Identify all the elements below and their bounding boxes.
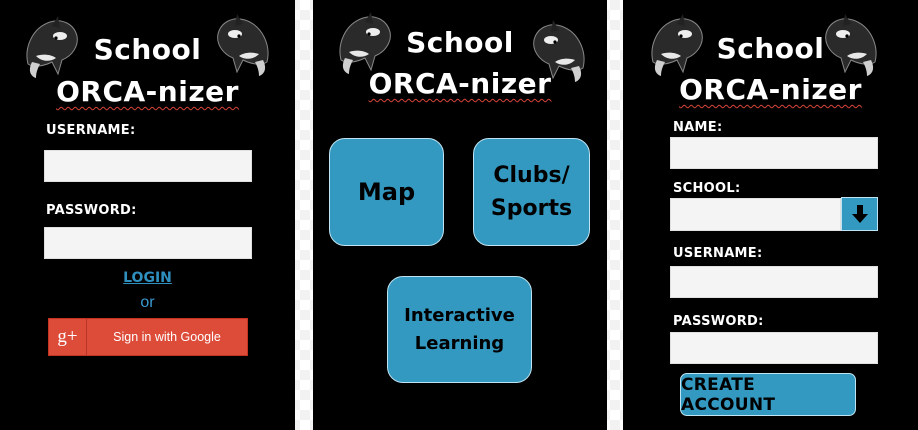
password-input[interactable] — [44, 227, 252, 259]
google-sign-in-label: Sign in with Google — [113, 330, 221, 344]
school-select[interactable] — [670, 198, 841, 231]
menu-screen — [313, 0, 607, 430]
username-input[interactable] — [44, 150, 252, 182]
signup-password-label: PASSWORD: — [673, 314, 764, 329]
signup-password-input[interactable] — [670, 332, 878, 364]
google-sign-in-button[interactable] — [48, 318, 248, 356]
login-screen — [0, 0, 295, 430]
create-account-button[interactable]: CREATE ACCOUNT — [680, 373, 856, 416]
clubs-tile-label-line2: Sports — [490, 196, 573, 221]
school-dropdown-button[interactable] — [841, 197, 878, 231]
or-separator: or — [140, 294, 155, 311]
signup-username-input[interactable] — [670, 266, 878, 298]
name-label: NAME: — [673, 120, 723, 135]
learning-tile-label-line2: Learning — [414, 332, 505, 354]
app-title-line2: ORCA-nizer — [56, 75, 239, 108]
app-title-line1: School — [406, 26, 514, 59]
google-plus-icon: g+ — [49, 319, 87, 355]
map-tile[interactable] — [329, 138, 444, 246]
signup-username-label: USERNAME: — [673, 246, 763, 261]
learning-tile-label-line1: Interactive — [404, 304, 515, 326]
signup-screen — [623, 0, 918, 430]
app-title-line2: ORCA-nizer — [679, 73, 862, 106]
username-label: USERNAME: — [46, 123, 136, 138]
clubs-tile-label-line1: Clubs/ — [493, 163, 570, 188]
app-title-line2: ORCA-nizer — [368, 67, 552, 100]
login-link[interactable]: LOGIN — [123, 270, 172, 286]
arrow-down-icon — [851, 204, 869, 224]
app-title-line1: School — [93, 33, 202, 66]
name-input[interactable] — [670, 137, 878, 169]
password-label: PASSWORD: — [46, 203, 137, 218]
interactive-learning-tile[interactable] — [387, 276, 532, 383]
app-title-line1: School — [716, 32, 825, 65]
clubs-sports-tile[interactable] — [473, 138, 590, 246]
map-tile-label: Map — [357, 178, 416, 206]
school-label: SCHOOL: — [673, 181, 741, 196]
